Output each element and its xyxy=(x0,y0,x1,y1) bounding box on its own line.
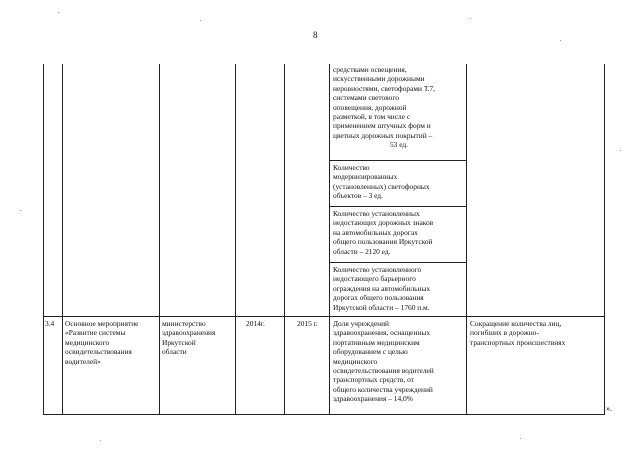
table-col-rule xyxy=(284,64,285,415)
measure-name: Основное мероприятие «Развитие системы медицинского освидетельствования водителей» xyxy=(65,319,139,366)
expected-result: Сокращение количества лиц, погибших в дорожно- транспортных происшествиях xyxy=(470,319,566,347)
indicator-cell-rule xyxy=(329,262,466,263)
scan-speck xyxy=(100,440,101,441)
scan-speck xyxy=(560,40,561,41)
indicator-cell-road-signs: Количество установленных недостающих дорожных знаков на автомобильных дорогах общего пользования Иркутской области – 2120 ед. xyxy=(333,209,434,256)
table-col-rule xyxy=(329,64,330,415)
scan-speck xyxy=(58,12,59,13)
scan-speck xyxy=(200,20,201,21)
indicator-cell-rule xyxy=(329,160,466,161)
scan-speck xyxy=(620,150,621,151)
indicator-cell-lighting: средствами освещения, искусственными дорожными неровностями, светофорами Т.7, системами светового оповещения, дорожной разметкой, в том числе с применением штучных форм и цветных дорожных покрытий – 53 ед. xyxy=(333,65,436,150)
indicator-text: Доля учреждений здравоохранения, оснащенных портативным медицинским оборудованием с целью медицинского освидетельствования водителей транспортных средств, от общего количества учреждений здравоохранения – 14,0% xyxy=(333,319,434,404)
indicator-cell-rule xyxy=(329,206,466,207)
table-col-rule xyxy=(159,64,160,415)
indicator-cell-barriers: Количество установленного недостающего барьерного ограждения на автомобильных дорогах общего пользования Иркутской области – 1760 п.м. xyxy=(333,265,431,312)
executor: министерство здравоохранения Иркутской области xyxy=(162,319,216,357)
table-col-rule xyxy=(466,64,467,415)
scan-speck xyxy=(20,210,21,211)
table-bottom-rule xyxy=(43,414,605,415)
scan-speck xyxy=(520,438,521,439)
table-row-rule xyxy=(43,316,605,317)
table-col-rule xyxy=(235,64,236,415)
table-border-right xyxy=(604,64,605,415)
row-number: 3.4 xyxy=(45,319,55,328)
start-year: 2014г. xyxy=(246,319,265,328)
table-border-left xyxy=(43,64,44,415)
closing-quote-mark: ». xyxy=(606,404,612,413)
scan-speck xyxy=(470,18,471,19)
page-number: 8 xyxy=(313,30,318,40)
indicator-cell-traffic-lights: Количество модернизированных (установленных) светофорных объектов – 3 ед. xyxy=(333,163,430,201)
end-year: 2015 г. xyxy=(297,319,318,328)
table-col-rule xyxy=(62,64,63,415)
